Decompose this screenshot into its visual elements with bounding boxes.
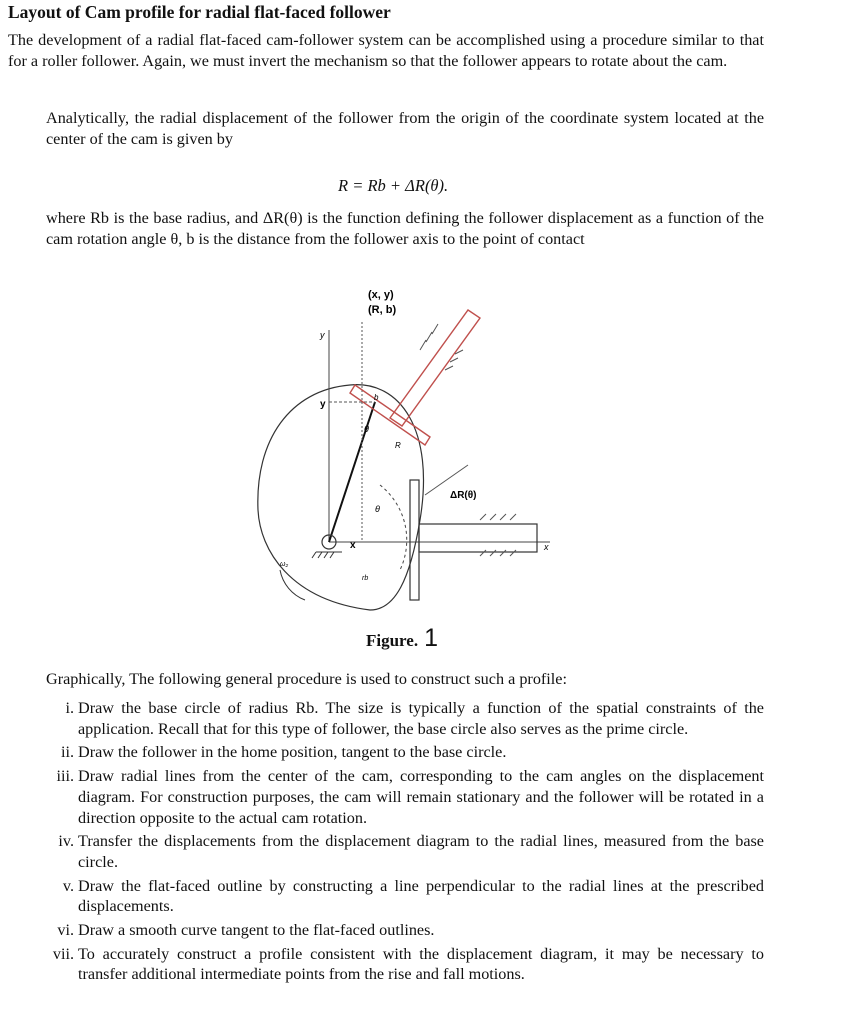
- translating-follower-face: [410, 480, 419, 600]
- pivot-base: [312, 552, 342, 558]
- step-marker: iii.: [56, 767, 74, 786]
- label-rb-pair: (R, b): [368, 304, 397, 316]
- step-text: To accurately construct a profile consistent with the displacement diagram, it may be necessary to transfer additional intermediate points from the rise and fall motions.: [78, 944, 764, 984]
- step-item: [46, 944, 764, 985]
- label-r: R: [395, 441, 401, 450]
- step-item: [46, 831, 764, 872]
- figure-caption: [366, 624, 438, 653]
- step-text: Draw the follower in the home position, tangent to the base circle.: [78, 743, 507, 762]
- cam-diagram: [250, 280, 570, 620]
- cam-figure: [250, 280, 570, 620]
- label-x-point: x: [350, 540, 356, 551]
- label-delta-r: ΔR(θ): [450, 490, 477, 501]
- label-b: b: [374, 393, 379, 402]
- label-x-axis: x: [544, 542, 549, 552]
- analytic-paragraph: Analytically, the radial displacement of the follower from the origin of the coordinate system located at the center of the cam is given by: [46, 109, 764, 148]
- step-text: Draw a smooth curve tangent to the flat-faced outlines.: [78, 921, 435, 940]
- base-circle-arc: [380, 485, 407, 570]
- section-title: Layout of Cam profile for radial flat-faced follower: [8, 2, 391, 22]
- step-item: [46, 742, 764, 763]
- step-item: [46, 876, 764, 917]
- label-omega: ω₂: [280, 561, 289, 568]
- step-item: [46, 698, 764, 739]
- caption-word: Figure.: [366, 631, 419, 650]
- translating-follower-stem: [419, 524, 537, 552]
- displacement-equation: R = Rb + ΔR(θ).: [338, 176, 449, 195]
- cam-outline: [258, 385, 424, 610]
- step-text: Transfer the displacements from the displacement diagram to the radial lines, measured from the base circle.: [78, 832, 764, 871]
- label-y-axis: y: [320, 330, 325, 340]
- label-y-point: y: [320, 399, 326, 410]
- step-marker: v.: [62, 876, 74, 895]
- radius-line: [329, 402, 375, 542]
- step-text: Draw the base circle of radius Rb. The size is typically a function of the spatial constraints of the application. Recall that for this type of follower, the base circle also serves as the prime circle.: [78, 699, 764, 738]
- procedure-steps: [46, 698, 764, 988]
- intro-paragraph: The development of a radial flat-faced cam-follower system can be accomplished using a procedure similar to that for a roller follower. Again, we must invert the mechanism so that the follower appears to rotate about the cam.: [8, 31, 764, 70]
- procedure-intro: Graphically, The following general procedure is used to construct such a profile:: [46, 670, 567, 688]
- caption-number: 1: [424, 624, 439, 652]
- step-marker: vii.: [52, 944, 74, 963]
- where-paragraph: where Rb is the base radius, and ΔR(θ) is the function defining the follower displacement as a function of the cam rotation angle θ, b is the distance from the follower axis to the point of contact: [46, 209, 764, 248]
- label-rb: rb: [362, 575, 369, 582]
- step-item: [46, 920, 764, 941]
- step-item: [46, 766, 764, 828]
- step-marker: ii.: [60, 743, 74, 762]
- step-text: Draw the flat-faced outline by constructing a line perpendicular to the radial lines at the prescribed displacements.: [78, 876, 764, 916]
- label-theta-top: θ: [364, 424, 369, 434]
- step-text: Draw radial lines from the center of the cam, corresponding to the cam angles on the displacement diagram. For construction purposes, the cam will remain stationary and the follower will be rotated in a direction opposite to the actual cam rotation.: [78, 767, 764, 827]
- step-marker: iv.: [58, 832, 74, 851]
- label-theta-mid: θ: [375, 504, 380, 514]
- stem-guide-hatch: [480, 514, 516, 556]
- step-marker: i.: [65, 699, 74, 717]
- label-xy: (x, y): [368, 289, 394, 301]
- step-marker: vi.: [57, 921, 74, 940]
